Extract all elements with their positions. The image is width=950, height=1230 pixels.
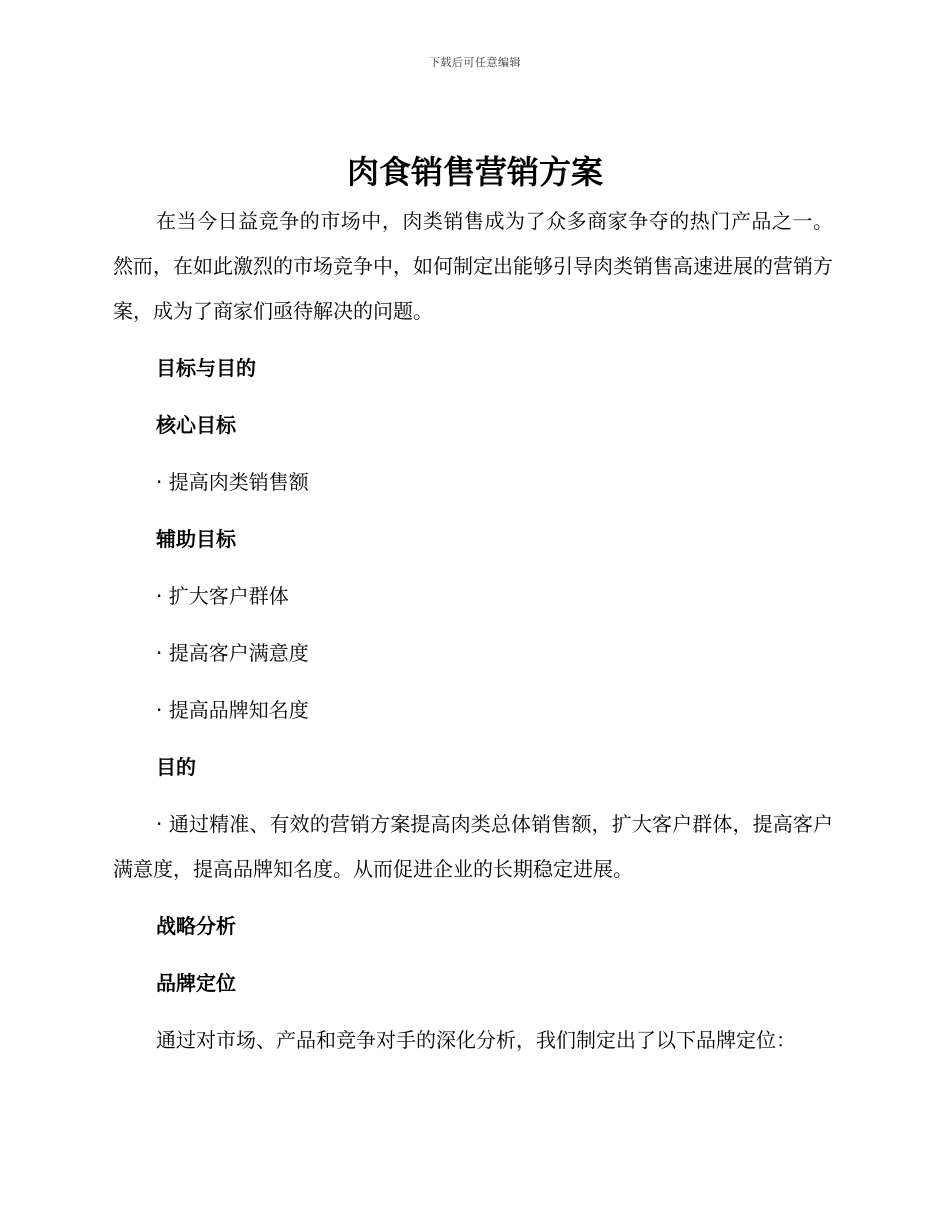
document-body [113, 199, 833, 1075]
section-heading-goals: 目标与目的 [156, 356, 256, 380]
strategy-heading: 战略分析 [156, 914, 236, 938]
intro-paragraph: 在当今日益竞争的市场中，肉类销售成为了众多商家争夺的热门产品之一。然而，在如此激烈的市场竞争中，如何制定出能够引导肉类销售高速进展的营销方案，成为了商家们亟待解决的问题。 [113, 209, 833, 323]
aux-goal-item-customers: · 扩大客户群体 [156, 584, 289, 608]
core-goal-heading: 核心目标 [156, 413, 236, 437]
brand-positioning-paragraph: 通过对市场、产品和竞争对手的深化分析，我们制定出了以下品牌定位： [156, 1028, 796, 1052]
aux-goal-heading: 辅助目标 [156, 527, 236, 551]
core-goal-item: · 提高肉类销售额 [156, 470, 309, 494]
aux-goal-item-brand: · 提高品牌知名度 [156, 698, 309, 722]
aux-goal-item-satisfaction: · 提高客户满意度 [156, 641, 309, 665]
purpose-heading: 目的 [156, 755, 196, 779]
purpose-paragraph: · 通过精准、有效的营销方案提高肉类总体销售额，扩大客户群体，提高客户满意度，提高品牌知名度。从而促进企业的长期稳定进展。 [113, 812, 833, 881]
document-title: 肉食销售营销方案 [346, 153, 603, 191]
brand-positioning-heading: 品牌定位 [156, 971, 236, 995]
header-note: 下载后可任意编辑 [429, 56, 521, 69]
